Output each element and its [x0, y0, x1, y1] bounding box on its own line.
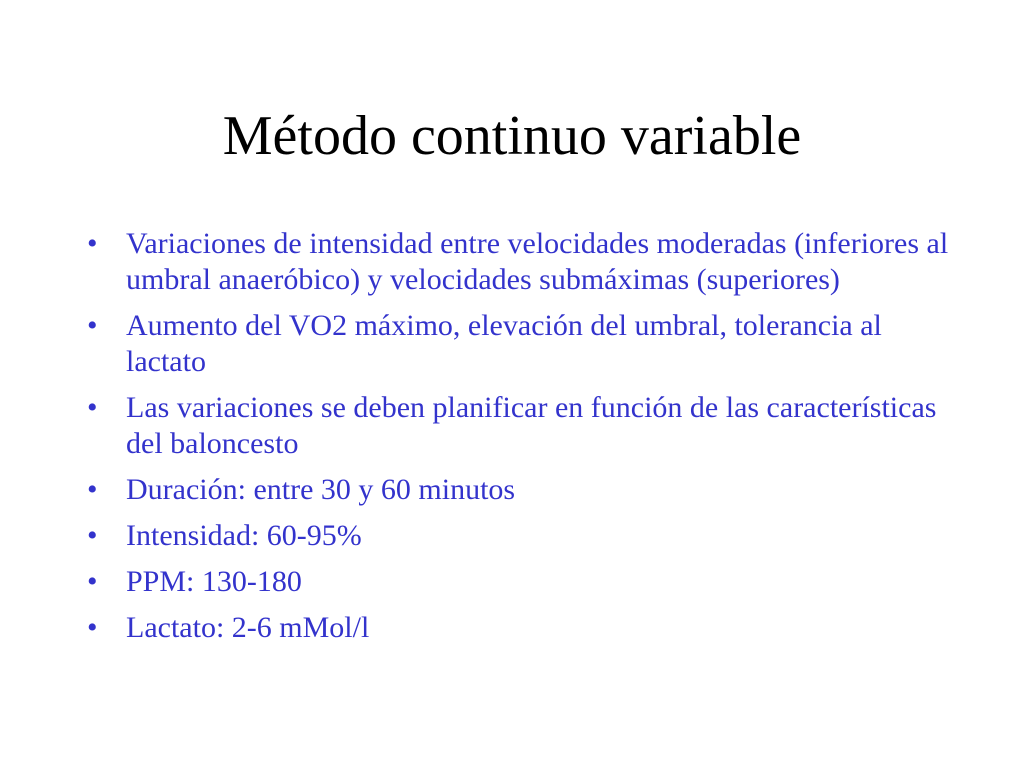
- list-item: [82, 308, 962, 380]
- bullet-icon: •: [87, 309, 98, 342]
- bullet-text: Variaciones de intensidad entre velocidades moderadas (inferiores al umbral anaeróbico) y velocidades submáximas (superiores): [126, 227, 949, 296]
- bullet-text: Lactato: 2-6 mMol/l: [126, 611, 370, 644]
- bullet-text: Aumento del VO2 máximo, elevación del umbral, tolerancia al lactato: [126, 309, 882, 378]
- bullet-icon: •: [87, 519, 98, 552]
- bullet-text: Intensidad: 60-95%: [126, 519, 362, 552]
- bullet-text: Duración: entre 30 y 60 minutos: [126, 473, 516, 506]
- list-item: [82, 472, 962, 508]
- list-item: [82, 226, 962, 298]
- bullet-text: Las variaciones se deben planificar en función de las características del baloncesto: [126, 391, 937, 460]
- bullet-icon: •: [87, 227, 98, 260]
- bullet-icon: •: [87, 391, 98, 424]
- list-item: [82, 390, 962, 462]
- bullet-text: PPM: 130-180: [126, 565, 302, 598]
- list-item: [82, 610, 962, 646]
- bullet-icon: •: [87, 611, 98, 644]
- bullet-icon: •: [87, 473, 98, 506]
- bullet-icon: •: [87, 565, 98, 598]
- bullet-list: [82, 226, 962, 656]
- list-item: [82, 564, 962, 600]
- list-item: [82, 518, 962, 554]
- slide-title: Método continuo variable: [222, 105, 802, 167]
